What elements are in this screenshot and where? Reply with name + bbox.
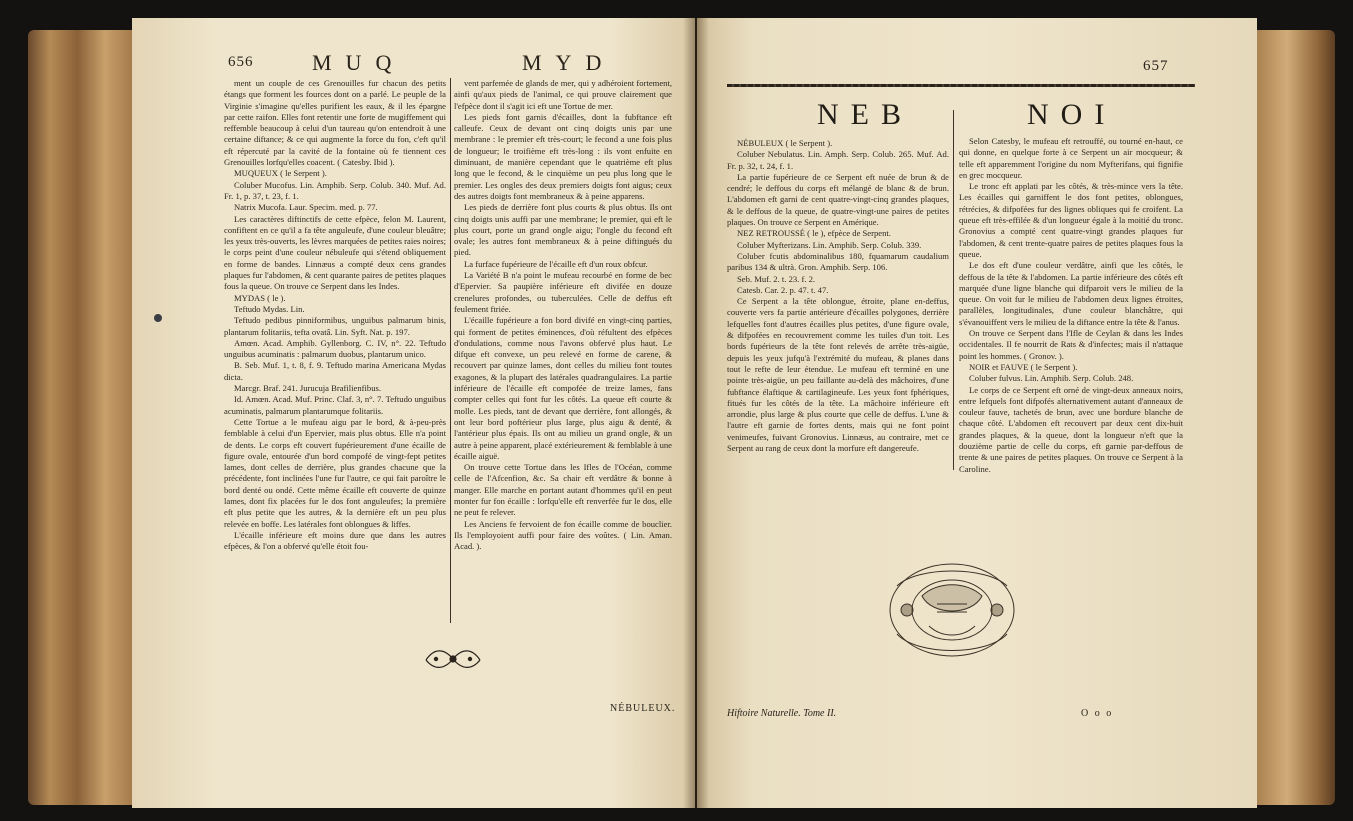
book-edge-right xyxy=(1255,30,1335,805)
head-rule xyxy=(727,84,1195,87)
paragraph: Coluber Nebulatus. Lin. Amph. Serp. Colub. 265. Muf. Ad. Fr. p. 32, t. 24, f. 1. xyxy=(727,149,949,171)
paragraph: On trouve ce Serpent dans l'Ifle de Ceylan & dans les Indes occidentales. Il fe nourrit de Rats & d'infectes; mais il n'attaque point les hommes. ( Gronov. ). xyxy=(959,328,1183,361)
running-head-myd: MYD xyxy=(522,50,616,75)
paragraph: Coluber fulvus. Lin. Amphib. Serp. Colub. 248. xyxy=(969,373,1134,384)
right-column-1 xyxy=(727,138,949,454)
head-neb: NEB xyxy=(817,98,913,131)
paragraph: Seb. Muf. 2. t. 23. f. 2. xyxy=(737,273,816,284)
right-page-number: 657 xyxy=(1143,58,1169,74)
paragraph: Les pieds de derrière font plus courts & plus obtus. Ils ont cinq doigts unis auffi par une membrane; le premier, qui eft le plus court, porte un grand ongle aigu; l'ongle du fecond eft ovale; les autres font membraneux & à peine diftingués du pied. xyxy=(454,202,672,258)
column-divider xyxy=(450,78,451,623)
running-head-muq: MUQ xyxy=(312,50,406,75)
paragraph: vent parfemée de glands de mer, qui y adhéroient fortement, ainfi qu'aux pieds de l'animal, ce qui prouve clairement que l'efpèce dont il s'agit ici eft une Tortue de mer. xyxy=(454,78,672,111)
binding-pin xyxy=(154,314,162,322)
book-edge-left xyxy=(28,30,138,805)
paragraph: Coluber fcutis abdominalibus 180, fquamarum caudalium paribus 134 & ultrà. Gron. Amphib. Serp. 106. xyxy=(727,250,949,273)
paragraph: L'écaille fupérieure a fon bord divifé en vingt-cinq parties, qui forment de petites éminences, d'où réfultent des efpèces d'ondulations, comme nous l'avons obfervé plus haut. Le difque eft convexe, un peu relevé en forme de carene, & recouvert par quinze lames, dont celles du milieu font toutes exagones, & la plupart des latérales quadrangulaires. La partie inférieure de l'écaille eft compofée de treize lames, fans compter celles qui font fur les côtés. La queue eft courte & molle. Les pieds, tant de devant que derrière, font allongés, & ont leur bord poftérieur plus large, plus aigu & denté, & l'antérieur plus épais. Ils ont au milieu un grand ongle, & un autre à peine apparent, placé extérieurement & femblable à une écaille aiguë. xyxy=(454,315,672,461)
footer-title: Hiftoire Naturelle. Tome II. xyxy=(727,708,837,719)
head-noi: NOI xyxy=(1027,98,1117,131)
paragraph: ment un couple de ces Grenouilles fur chacun des petits étangs que forment les fources dont on a parlé. Le peuple de la Virginie s'imagine qu'elles purifient les eaux, & il les épargne par cette raifon. Elles font retentir une forte de mugiffement qui reffemble beaucoup à celui d'un taureau qu'on entendroit à une certaine diftance; & ce qui augmente la force du fon, c'eft qu'il eft répercuté par la cavité de la fontaine où fe tiennent ces Grenouilles lorfqu'elles coacent. ( Catesby. Ibid ). xyxy=(224,78,446,168)
left-column-2 xyxy=(454,78,672,552)
paragraph: NOIR et FAUVE ( le Serpent ). xyxy=(969,361,1078,372)
paragraph: Les Anciens fe fervoient de fon écaille comme de bouclier. Ils l'employoient auffi pour faire des voûtes. ( Lin. Aman. Acad. ). xyxy=(454,518,672,552)
paragraph: B. Seb. Muf. 1, t. 8, f. 9. Teftudo marina Americana Mydas dicta. xyxy=(224,360,446,382)
paragraph: Les pieds font garnis d'écailles, dont la fubftance eft calleufe. Ceux de devant ont cinq doigts unis par une membrane : le premier eft très-court; le fecond a une fois plus de longueur; le troifième eft très-long : ils vont enfuite en diminuant, de manière cependant que le quatrième eft plus long que le fecond, & le cinquième un peu plus long que le premier. Les ongles des deux premiers doigts font aigus; ceux des autres doigts font membraneux & à peine apparens. xyxy=(454,111,672,201)
signature-mark: O o o xyxy=(1081,708,1114,719)
paragraph: On trouve cette Tortue dans les Ifles de l'Océan, comme celle de l'Afcenfion, &c. Sa chair eft verdâtre & bonne à manger. Elle marche en portant autant d'hommes qu'il en peut monter fur fon écaille : lorfqu'elle eft renverfée fur le dos, elle ne peut fe relever. xyxy=(454,462,672,518)
paragraph: NÉBULEUX ( le Serpent ). xyxy=(737,138,833,148)
paragraph: Id. Amœn. Acad. Muf. Princ. Claf. 3, n°. 7. Teftudo unguibus acuminatis, palmarum plantarumque folitariis. xyxy=(224,394,446,416)
paragraph: Ce Serpent a la tête oblongue, étroite, plane en-deffus, couverte vers fa partie antérieure d'écailles polygones, derrière lefquelles font d'autres écailles plus petites, d'une figure ovale, & difpofées en recouvrement comme les tuiles d'un toit. Les bords fupérieurs de la tête font relevés de arrête très-aigüe, depuis les yeux jufqu'à l'extrémité du mufeau, & planes dans tout le refte de leur étendue. Le mufeau eft terminé en une pointe très-aigüe, un peu faillante au-delà des mâchoires, d'une fubftance élaftique & cartilagineufe. Les yeux font fphériques, fitués fur les côtés de la tête. La mâchoire inférieure eft arrondie, plus large & plus courte que celle de deffus. L'une & l'autre eft garnie de fortes dents, mais qui ne font point venimeufes, fuivant Gronovius. Linnæus, au contraire, met ce Serpent au rang de ceux dont la morfure eft dangereufe. xyxy=(727,296,949,454)
paragraph: NEZ RETROUSSÉ ( le ), efpèce de Serpent. xyxy=(737,228,891,239)
paragraph: Teftudo pedibus pinniformibus, unguibus palmarum binis, plantarum folitariis, tefta ovatâ. Lin. Syft. Nat. p. 197. xyxy=(224,315,446,337)
paragraph: Coluber Myfterizans. Lin. Amphib. Serp. Colub. 339. xyxy=(737,239,922,250)
paragraph: Le corps de ce Serpent eft orné de vingt-deux anneaux noirs, entre lefquels font difpofés alternativement autant d'anneaux de couleur fauve, tachetés de brun, avec une bordure blanche de chaque côté. L'abdomen eft recouvert par deux cent dix-huit grandes plaques, & la queue, dont la longueur n'eft que la douzième partie de celle du corps, eft garnie par-deffous de trente & une paires de petites plaques. On trouve ce Serpent à la Caroline. xyxy=(959,384,1183,474)
paragraph: Cette Tortue a le mufeau aigu par le bord, & à-peu-près femblable à celui d'un Epervier, mais plus obtus. Elle n'a point de dents. Le corps eft couvert fupérieurement d'une écaille de figure ovale, entourée d'un bord compofé de vingt-fept petites lames, dont celles de derrière, plus grandes chacune que la précédente, font inclinées l'une fur l'autre, ce qui fait paroître le bord denté ou ondé. Cette même écaille eft couverte de quinze lames, dont fix placées fur le dos font anguleufes; la première eft plus petite que les autres, & la dernière eft un peu plus relevée en boffe. Les latérales font oblongues & liffes. xyxy=(224,416,446,529)
catchword: NÉBULEUX. xyxy=(610,703,676,714)
gutter-shadow xyxy=(683,18,709,808)
paragraph: Selon Catesby, le mufeau eft retrouffé, ou tourné en-haut, ce qui donne, en quelque forte à ce Serpent un air mocqueur; & telle eft apparemment l'origine du nom Myfterifans, qui fignifie en grec mocqueur. xyxy=(959,136,1183,180)
vignette-ornament xyxy=(877,556,1027,664)
paragraph: Amœn. Acad. Amphib. Gyllenborg. C. IV, n°. 22. Teftudo unguibus acuminatis : palmarum duobus, plantarum unico. xyxy=(224,337,446,360)
left-page xyxy=(132,18,695,808)
paragraph: Natrix Mucofa. Laur. Specim. med. p. 77. xyxy=(234,202,378,213)
right-column-2 xyxy=(959,136,1183,475)
paragraph: MYDAS ( le ). xyxy=(234,292,286,303)
paragraph: Marcgr. Braf. 241. Jurucuja Brafilienfibus. xyxy=(234,383,382,394)
paragraph: Le tronc eft applati par les côtés, & très-mince vers la tête. Les écailles qui garniffent le dos font petites, oblongues, rétrécies, & difpofées fur des lignes obliques qui fe croifent. La queue eft très-effilée & d'un longueur égale à la moitié du tronc. Gronovius a compté cent quatre-vingt grandes plaques fur l'abdomen, & cent trente-quatre paires de petites plaques fous la queue. xyxy=(959,181,1183,259)
fleuron-ornament xyxy=(422,646,484,672)
paragraph: Catesb. Car. 2. p. 47. t. 47. xyxy=(737,284,829,295)
right-page xyxy=(697,18,1257,808)
paragraph: Les caractères diftinctifs de cette efpèce, felon M. Laurent, confiftent en ce qu'il a fa tête anguleufe, d'une couleur bleuâtre; les yeux très-ouverts, les lèvres marquées de petites raies noires; le corps peint d'une couleur nébuleufe qui s'étend obliquement en forme de bandes. Linnæus a compté deux cens grandes plaques fur l'abdomen, & cent quarante paires de petites plaques fous la queue. On trouve ce Serpent dans les Indes. xyxy=(224,213,446,292)
paragraph: L'écaille inférieure eft moins dure que dans les autres efpèces, & l'on a obfervé qu'elle étoit fou- xyxy=(224,529,446,552)
paragraph: Teftudo Mydas. Lin. xyxy=(234,303,305,314)
paragraph: MUQUEUX ( le Serpent ). xyxy=(234,168,327,179)
left-page-number: 656 xyxy=(228,54,254,70)
column-divider-right xyxy=(953,110,954,470)
paragraph: La Variété B n'a point le mufeau recourbé en forme de bec d'Epervier. Sa paupière inférieure eft divifée en douze crenelures profondes, ou tuberculées. Celle de deffus eft feulement ftriée. xyxy=(454,270,672,314)
paragraph: La furface fupérieure de l'écaille eft d'un roux obfcur. xyxy=(464,258,648,269)
paragraph: Le dos eft d'une couleur verdâtre, ainfi que les côtés, le deffous de la tête & l'abdomen. La partie inférieure des côtés eft marquée d'une ligne blanche qui difparoit vers le milieu de la queue. On voit fur le milieu de l'abdomen deux lignes étroites, parallèles, longitudinales, d'une couleur blanchâtre, qui s'évanouiffent vers le milieu de la diftance entre la tête & l'anus. xyxy=(959,260,1183,327)
paragraph: La partie fupérieure de ce Serpent eft nuée de brun & de cendré; le deffous du corps eft mélangé de blanc & de brun. L'abdomen eft garni de cent quatre-vingt-cinq grandes plaques, & le deffous de la queue, de quatre-vingt-une paires de petites plaques. On trouve ce Serpent en Amérique. xyxy=(727,171,949,228)
left-column-1 xyxy=(224,78,446,552)
paragraph: Coluber Mucofus. Lin. Amphib. Serp. Colub. 340. Muf. Ad. Fr. 1, p. 37, t. 23, f. 1. xyxy=(224,179,446,201)
